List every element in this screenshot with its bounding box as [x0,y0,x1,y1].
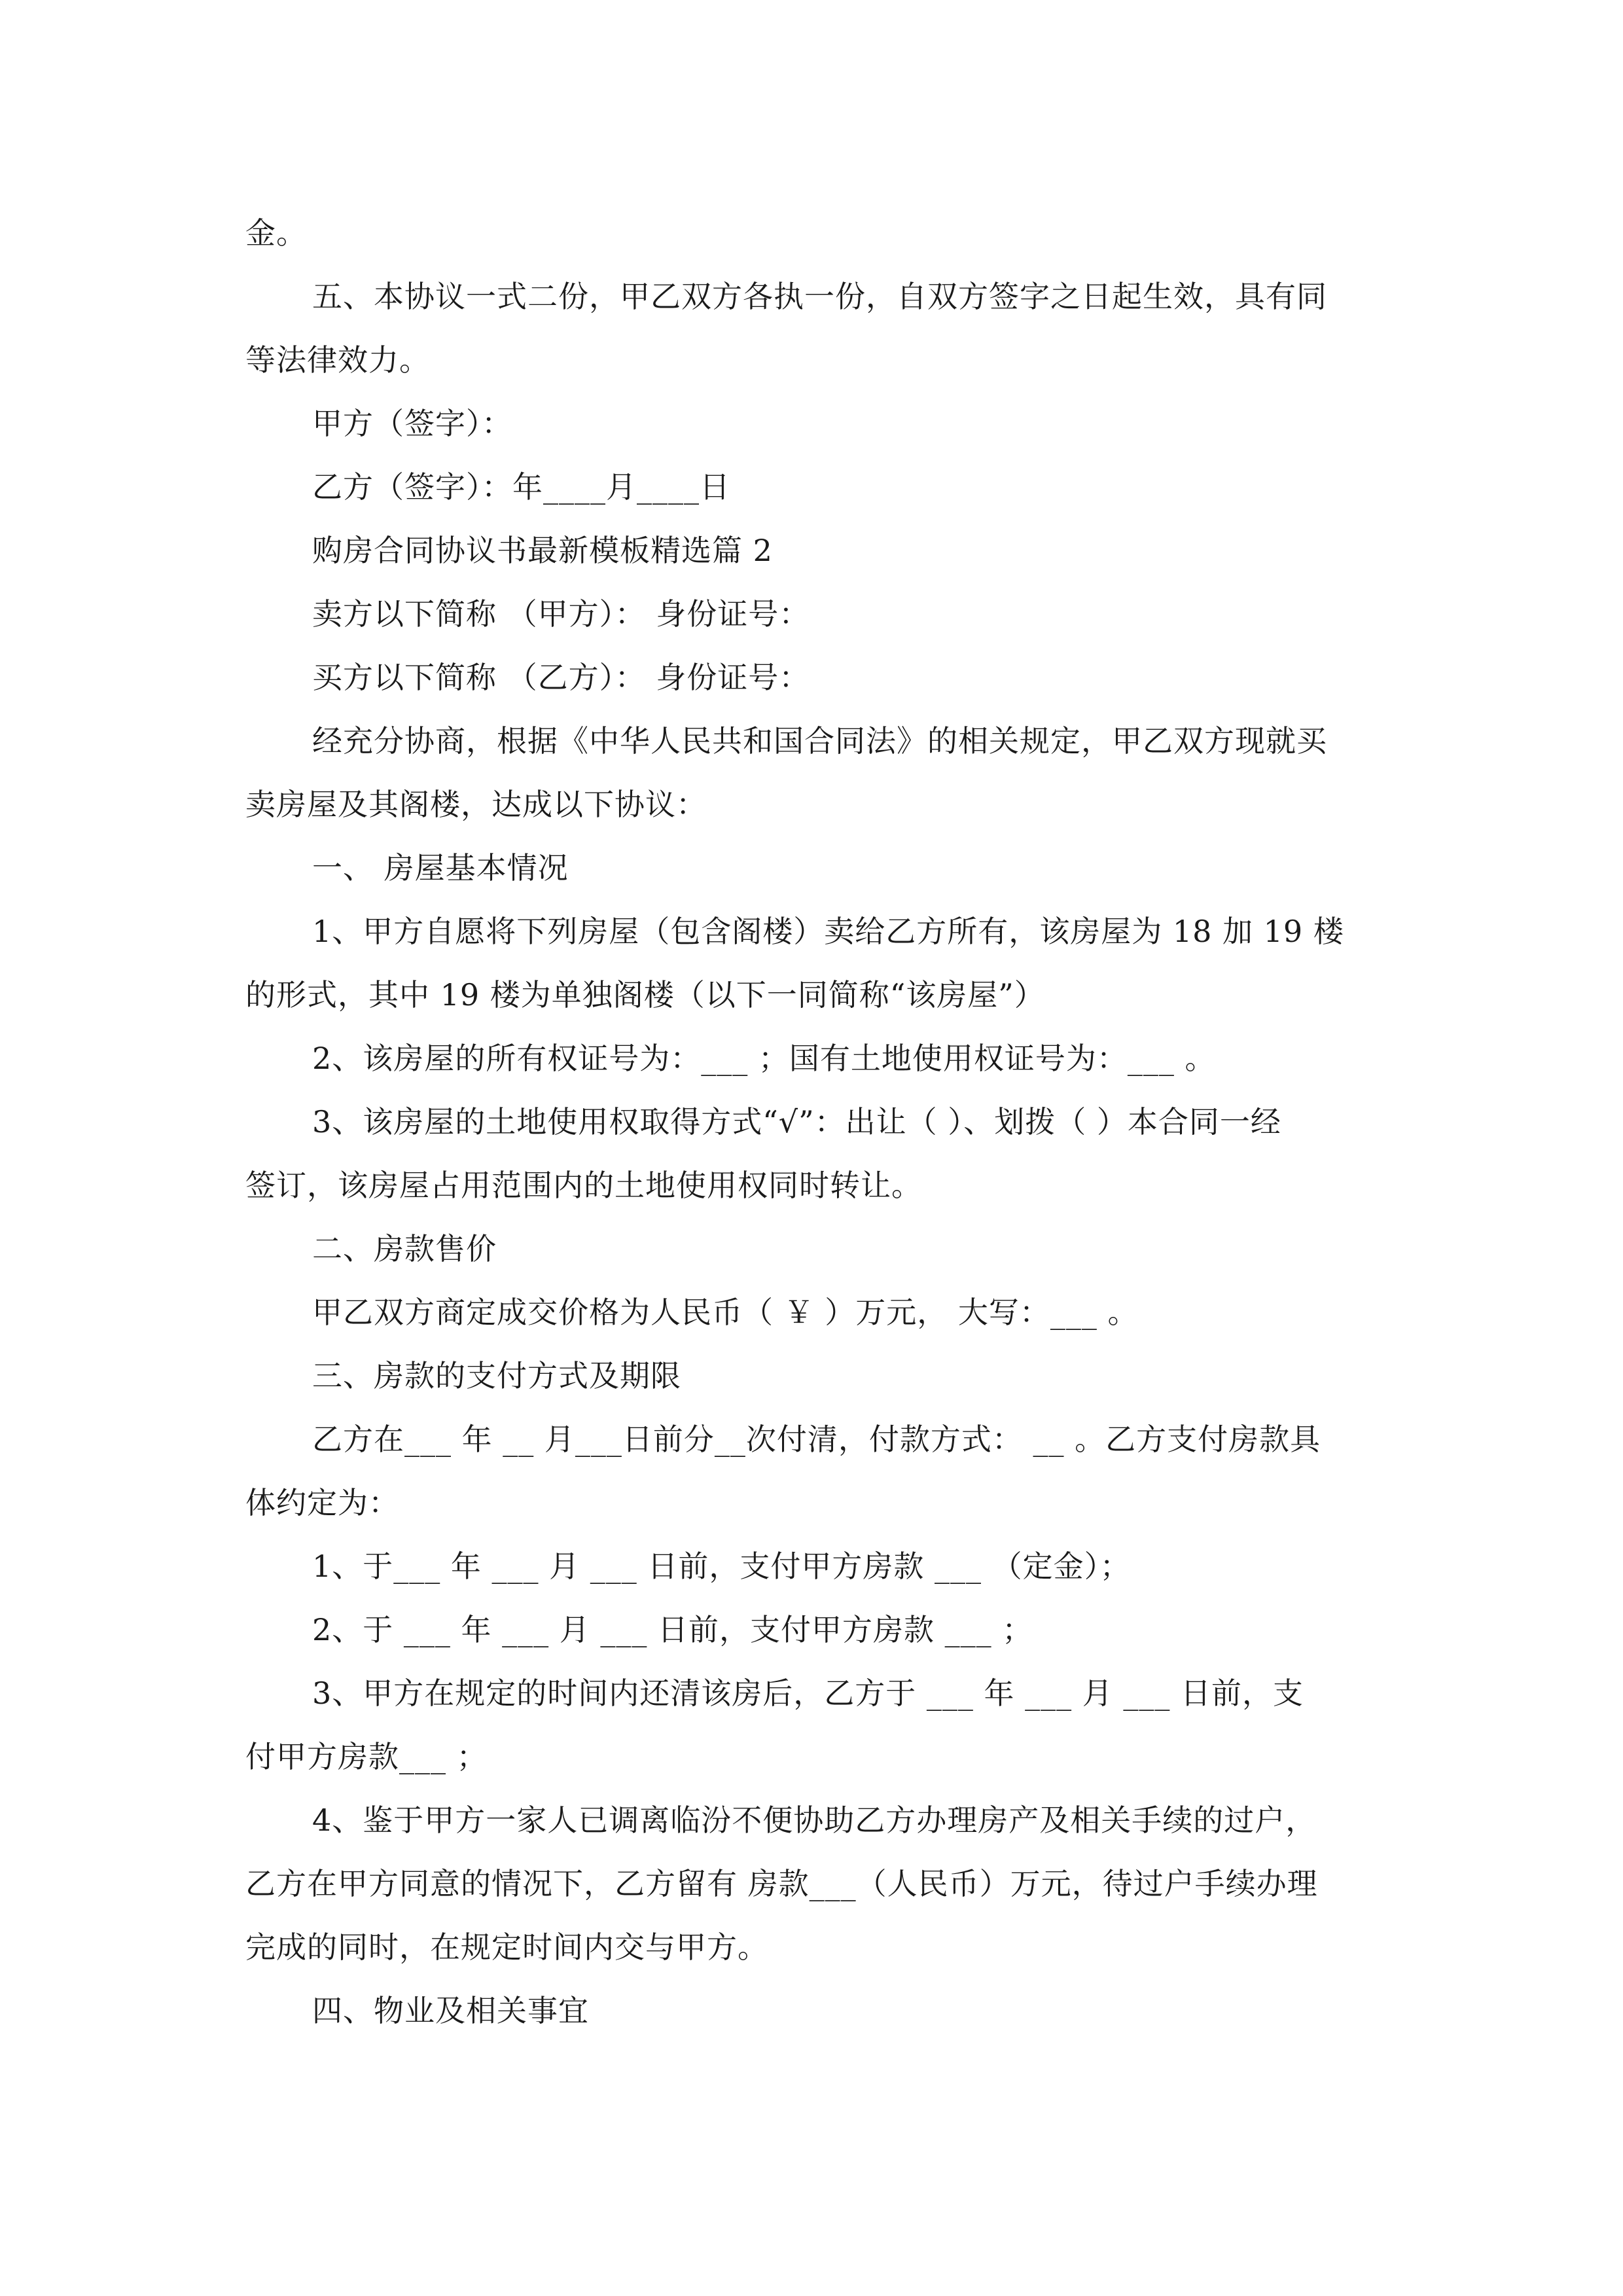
clause-heading: 四、物业及相关事宜 [312,1993,589,2028]
text-line: 2、于 ___ 年 ___ 月 ___ 日前，支付甲方房款 ___ ； [312,1612,1033,1647]
text-line: 付甲方房款___ ； [245,1739,488,1774]
text-line: 3、该房屋的土地使用权取得方式“√”：出让（ ）、划拨（ ）本合同一经 [312,1104,1281,1139]
clause-heading: 二、房款售价 [312,1231,497,1266]
text-line: 2、该房屋的所有权证号为：___ ；国有土地使用权证号为：___ 。 [312,1041,1216,1076]
text-line: 1、于___ 年 ___ 月 ___ 日前，支付甲方房款 ___ （定金）； [312,1549,1131,1584]
text-line: 甲乙双方商定成交价格为人民币（ ￥ ）万元， 大写：___ 。 [312,1295,1139,1330]
text-line: 乙方在甲方同意的情况下，乙方留有 房款___（人民币）万元，待过户手续办理 [245,1866,1318,1901]
section-title: 购房合同协议书最新模板精选篇 2 [312,533,773,568]
text-line: 等法律效力。 [245,342,430,378]
text-line: 完成的同时，在规定时间内交与甲方。 [245,1929,768,1965]
document-body [245,202,1384,2043]
clause-heading: 三、房款的支付方式及期限 [312,1358,681,1393]
text-line: 五、本协议一式二份，甲乙双方各执一份，自双方签字之日起生效，具有同 [312,279,1327,314]
buyer-line: 买方以下简称 （乙方）： 身份证号： [312,660,810,695]
text-line: 1、甲方自愿将下列房屋（包含阁楼）卖给乙方所有，该房屋为 18 加 19 楼 [312,914,1344,949]
signature-line-party-a: 甲方（签字）： [312,406,512,441]
text-line: 3、甲方在规定的时间内还清该房后，乙方于 ___ 年 ___ 月 ___ 日前，支 [312,1676,1304,1711]
text-line: 金。 [245,215,307,251]
signature-line-party-b: 乙方（签字）：年____月____日 [312,469,730,505]
text-line: 4、鉴于甲方一家人已调离临汾不便协助乙方办理房产及相关手续的过户， [312,1803,1317,1838]
text-line: 的形式，其中 19 楼为单独阁楼（以下一同简称“该房屋”） [245,977,1045,1013]
text-line: 卖房屋及其阁楼，达成以下协议： [245,787,707,822]
text-line: 体约定为： [245,1485,399,1520]
text-line: 乙方在___ 年 __ 月___日前分__次付清，付款方式： __ 。乙方支付房款具 [312,1422,1321,1457]
text-line: 经充分协商，根据《中华人民共和国合同法》的相关规定，甲乙双方现就买 [312,723,1327,759]
text-line: 签订，该房屋占用范围内的土地使用权同时转让。 [245,1168,922,1203]
clause-heading: 一、 房屋基本情况 [312,850,569,886]
seller-line: 卖方以下简称 （甲方）： 身份证号： [312,596,810,632]
